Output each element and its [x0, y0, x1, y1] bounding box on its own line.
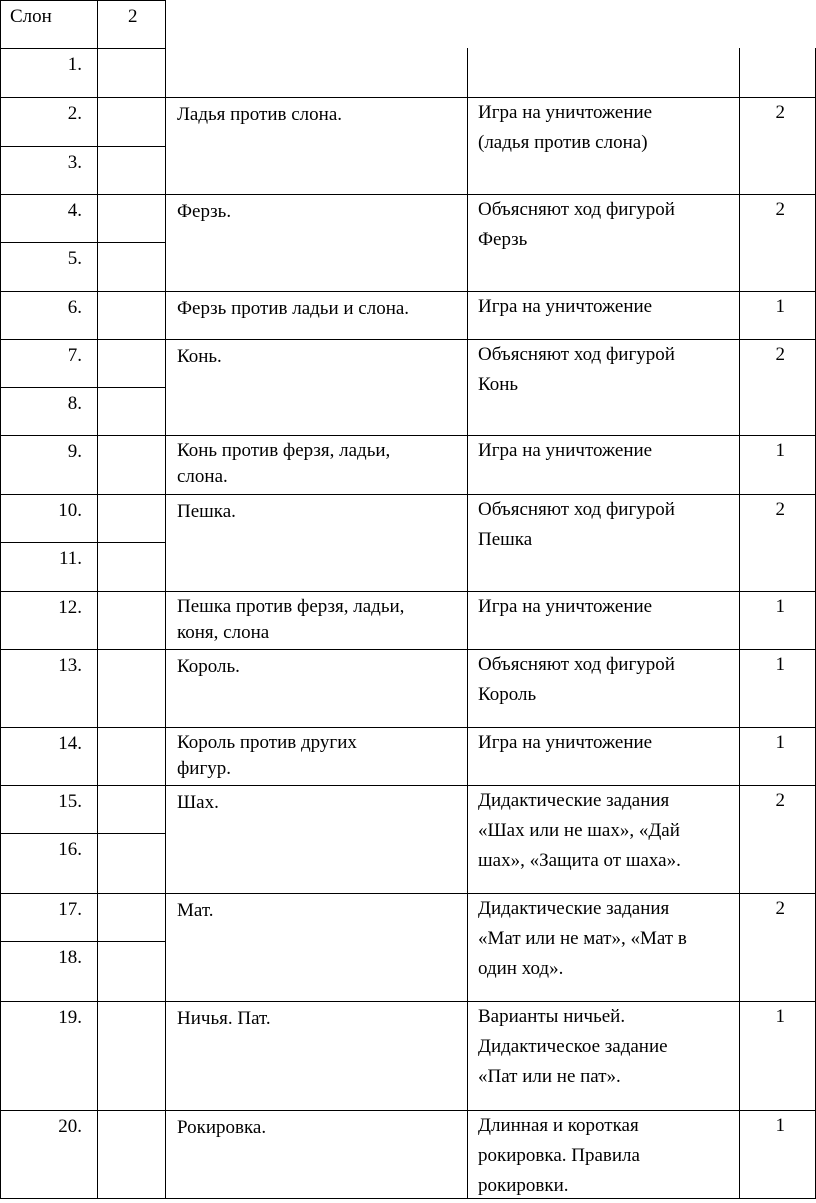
row-number: 19. — [58, 1007, 82, 1028]
row-hours: 1 — [775, 654, 785, 675]
row-topic: Конь. — [177, 346, 222, 367]
header-divider — [97, 0, 98, 48]
row-content: Длинная и короткая рокировка. Правила рокировки. — [478, 1115, 640, 1196]
table-bottom-border — [0, 1198, 816, 1199]
row-content: Варианты ничьей. Дидактическое задание «Пат или не пат». — [478, 1006, 668, 1087]
number-column-divider — [97, 48, 98, 1198]
row-border — [0, 97, 166, 98]
row-topic: Ладья против слона. — [177, 104, 343, 125]
header-top-border — [0, 0, 166, 1]
row-content: Игра на уничтожение — [478, 596, 653, 617]
row-hours: 1 — [775, 596, 785, 617]
content-column-left-border — [467, 48, 468, 1198]
row-border — [0, 1110, 166, 1111]
row-topic: Шах. — [177, 792, 219, 813]
row-number: 15. — [58, 791, 82, 812]
row-number: 12. — [58, 597, 82, 618]
row-number: 6. — [67, 297, 82, 318]
row-content: Объясняют ход фигурой Ферзь — [478, 199, 675, 250]
row-hours: 2 — [775, 499, 785, 520]
topic-column-left-border — [165, 48, 166, 1198]
row-number: 3. — [67, 152, 82, 173]
row-hours: 2 — [775, 102, 785, 123]
header-label: Слон — [10, 6, 52, 27]
row-border — [0, 435, 166, 436]
row-border — [0, 242, 166, 243]
row-content: Дидактические задания «Шах или не шах», «Дай шах», «Защита от шаха». — [478, 790, 681, 871]
row-topic: Король против других фигур. — [177, 732, 357, 779]
row-hours: 1 — [775, 1115, 785, 1136]
row-number: 16. — [58, 839, 82, 860]
row-topic: Ферзь против ладьи и слона. — [177, 298, 410, 319]
row-content: Игра на уничтожение (ладья против слона) — [478, 102, 653, 153]
row-border — [0, 387, 166, 388]
row-number: 17. — [58, 899, 82, 920]
row-number: 13. — [58, 655, 82, 676]
row-topic: Мат. — [177, 900, 214, 921]
row-border — [0, 542, 166, 543]
row-topic: Рокировка. — [177, 1117, 267, 1138]
row-border — [0, 1001, 166, 1002]
row-border — [0, 649, 166, 650]
row-content: Дидактические задания «Мат или не мат», «Мат в один ход». — [478, 898, 687, 979]
row-topic: Король. — [177, 656, 240, 677]
row-hours: 1 — [775, 732, 785, 753]
row-border — [0, 194, 166, 195]
row-hours: 2 — [775, 790, 785, 811]
row-number: 7. — [67, 345, 82, 366]
row-number: 1. — [67, 54, 82, 75]
row-border — [0, 785, 166, 786]
row-number: 5. — [67, 248, 82, 269]
row-hours: 2 — [775, 199, 785, 220]
row-topic: Пешка. — [177, 501, 236, 522]
header-right-border — [165, 0, 166, 48]
row-number: 20. — [58, 1116, 82, 1137]
row-number: 4. — [67, 200, 82, 221]
row-content: Игра на уничтожение — [478, 732, 653, 753]
row-number: 2. — [67, 103, 82, 124]
row-number: 11. — [58, 548, 82, 569]
row-border — [0, 591, 166, 592]
row-border — [0, 941, 166, 942]
row-hours: 1 — [775, 296, 785, 317]
row-content: Объясняют ход фигурой Король — [478, 654, 675, 705]
row-border — [0, 339, 166, 340]
row-border — [0, 893, 166, 894]
header-count: 2 — [128, 6, 138, 27]
row-topic: Конь против ферзя, ладьи, слона. — [177, 440, 391, 487]
header-bottom-border — [0, 48, 166, 49]
row-hours: 2 — [775, 898, 785, 919]
header-left-border — [0, 0, 1, 48]
row-content: Объясняют ход фигурой Конь — [478, 344, 675, 395]
row-border — [0, 291, 166, 292]
row-topic: Пешка против ферзя, ладьи, коня, слона — [177, 596, 405, 643]
row-border — [0, 833, 166, 834]
row-number: 18. — [58, 947, 82, 968]
row-number: 14. — [58, 733, 82, 754]
row-topic: Ферзь. — [177, 201, 232, 222]
row-number: 8. — [67, 393, 82, 414]
row-content: Объясняют ход фигурой Пешка — [478, 499, 675, 550]
row-topic: Ничья. Пат. — [177, 1008, 271, 1029]
row-border — [0, 494, 166, 495]
row-hours: 1 — [775, 1006, 785, 1027]
row-number: 9. — [67, 441, 82, 462]
row-border — [0, 727, 166, 728]
row-hours: 1 — [775, 440, 785, 461]
row-border — [0, 146, 166, 147]
row-number: 10. — [58, 500, 82, 521]
row-content: Игра на уничтожение — [478, 296, 653, 317]
row-content: Игра на уничтожение — [478, 440, 653, 461]
row-hours: 2 — [775, 344, 785, 365]
